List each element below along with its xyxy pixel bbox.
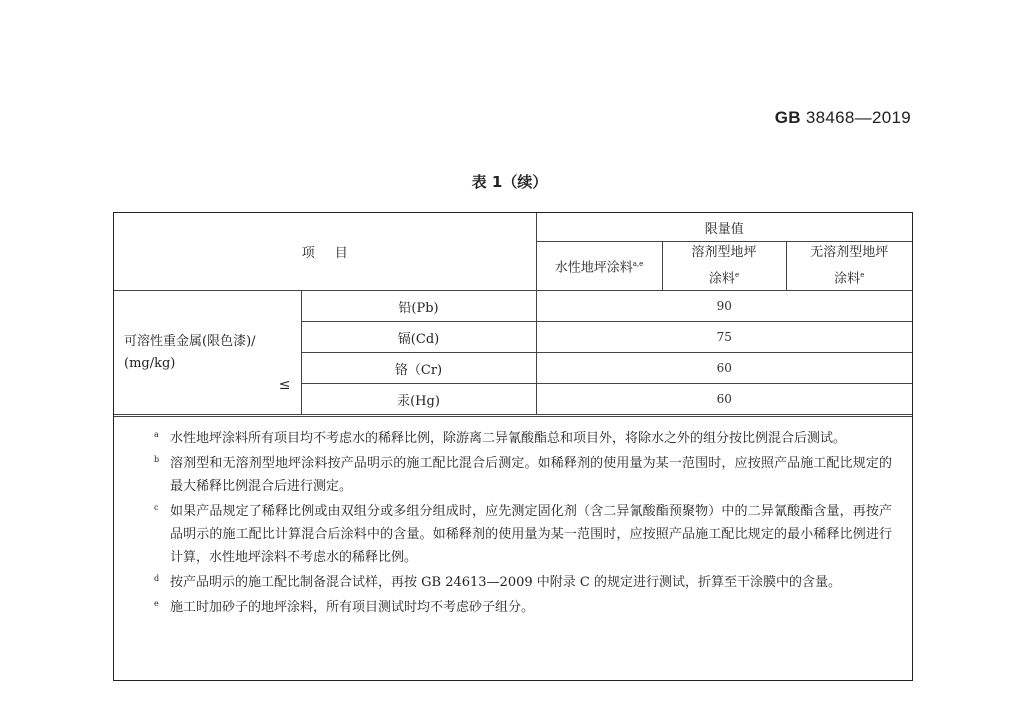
limit-table bbox=[113, 212, 913, 681]
footnote-text: 按产品明示的施工配比制备混合试样，再按 GB 24613—2009 中附录 C 的规定进行测试，折算至干涂膜中的含量。 bbox=[170, 575, 841, 590]
metal-name: 汞(Hg) bbox=[301, 384, 536, 415]
footnote-mark: e bbox=[154, 599, 159, 608]
footnote-mark: a bbox=[154, 430, 159, 439]
table-footnotes bbox=[114, 416, 912, 621]
standard-code bbox=[775, 108, 911, 128]
col-header-solventless-line2: 涂料 bbox=[834, 271, 861, 287]
limit-value: 75 bbox=[536, 322, 912, 353]
footnote-item bbox=[154, 596, 892, 619]
metal-name: 铅(Pb) bbox=[301, 291, 536, 322]
col-header-solventless-line1: 无溶剂型地坪 bbox=[810, 245, 889, 260]
footnote-text: 施工时加砂子的地坪涂料，所有项目测试时均不考虑砂子组分。 bbox=[170, 600, 535, 615]
col-header-solvent-line2: 涂料 bbox=[708, 271, 735, 287]
limit-header: 限量值 bbox=[536, 213, 912, 242]
less-equal-symbol: ≤ bbox=[278, 377, 291, 394]
item-header: 项目 bbox=[114, 213, 536, 291]
standard-prefix: GB bbox=[774, 108, 801, 127]
col-header-solventless-note: e bbox=[860, 271, 865, 279]
limit-value: 60 bbox=[536, 353, 912, 384]
col-header-water-label: 水性地坪涂料 bbox=[554, 260, 633, 276]
col-header-solvent-line1: 溶剂型地坪 bbox=[691, 245, 757, 260]
standard-number: 38468—2019 bbox=[805, 108, 911, 127]
col-header-solvent-note: e bbox=[734, 271, 740, 279]
footnote-item bbox=[154, 500, 892, 569]
col-header-water-note: a,e bbox=[632, 260, 644, 268]
metal-name: 铬（Cr) bbox=[301, 353, 536, 384]
footnote-text: 溶剂型和无溶剂型地坪涂料按产品明示的施工配比混合后测定。如稀释剂的使用量为某一范围时，应按照产品施工配比规定的最大稀释比例混合后进行测定。 bbox=[170, 456, 892, 494]
category-label-line1: 可溶性重金属(限色漆)/ bbox=[124, 333, 256, 349]
limit-value: 90 bbox=[536, 291, 912, 322]
col-header-water bbox=[536, 242, 662, 291]
table-row bbox=[114, 291, 912, 322]
footnote-item bbox=[154, 571, 892, 594]
footnote-mark: b bbox=[154, 455, 160, 464]
limit-value: 60 bbox=[536, 384, 912, 415]
metal-name: 镉(Cd) bbox=[301, 322, 536, 353]
limit-table-grid bbox=[114, 213, 912, 415]
footnote-mark: c bbox=[154, 503, 159, 512]
footnote-text: 如果产品规定了稀释比例或由双组分或多组分组成时，应先测定固化剂（含二异氰酸酯预聚物）中的二异氰酸酯含量，再按产品明示的施工配比计算混合后涂料中的含量。如稀释剂的使用量为某一范围时，应按照产品施工配比规定的最小稀释比例进行计算，水性地坪涂料不考虑水的稀释比例。 bbox=[170, 504, 892, 565]
footnote-item bbox=[154, 452, 892, 498]
col-header-solventless bbox=[786, 242, 912, 291]
category-label-line2: (mg/kg) bbox=[124, 355, 176, 371]
footnote-mark: d bbox=[154, 574, 160, 583]
col-header-solvent bbox=[662, 242, 786, 291]
footnote-text: 水性地坪涂料所有项目均不考虑水的稀释比例，除游离二异氰酸酯总和项目外，将除水之外的组分按比例混合后测试。 bbox=[170, 431, 847, 446]
table-title: 表 1（续） bbox=[471, 173, 548, 191]
category-cell bbox=[114, 291, 301, 415]
footnote-item bbox=[154, 427, 892, 450]
